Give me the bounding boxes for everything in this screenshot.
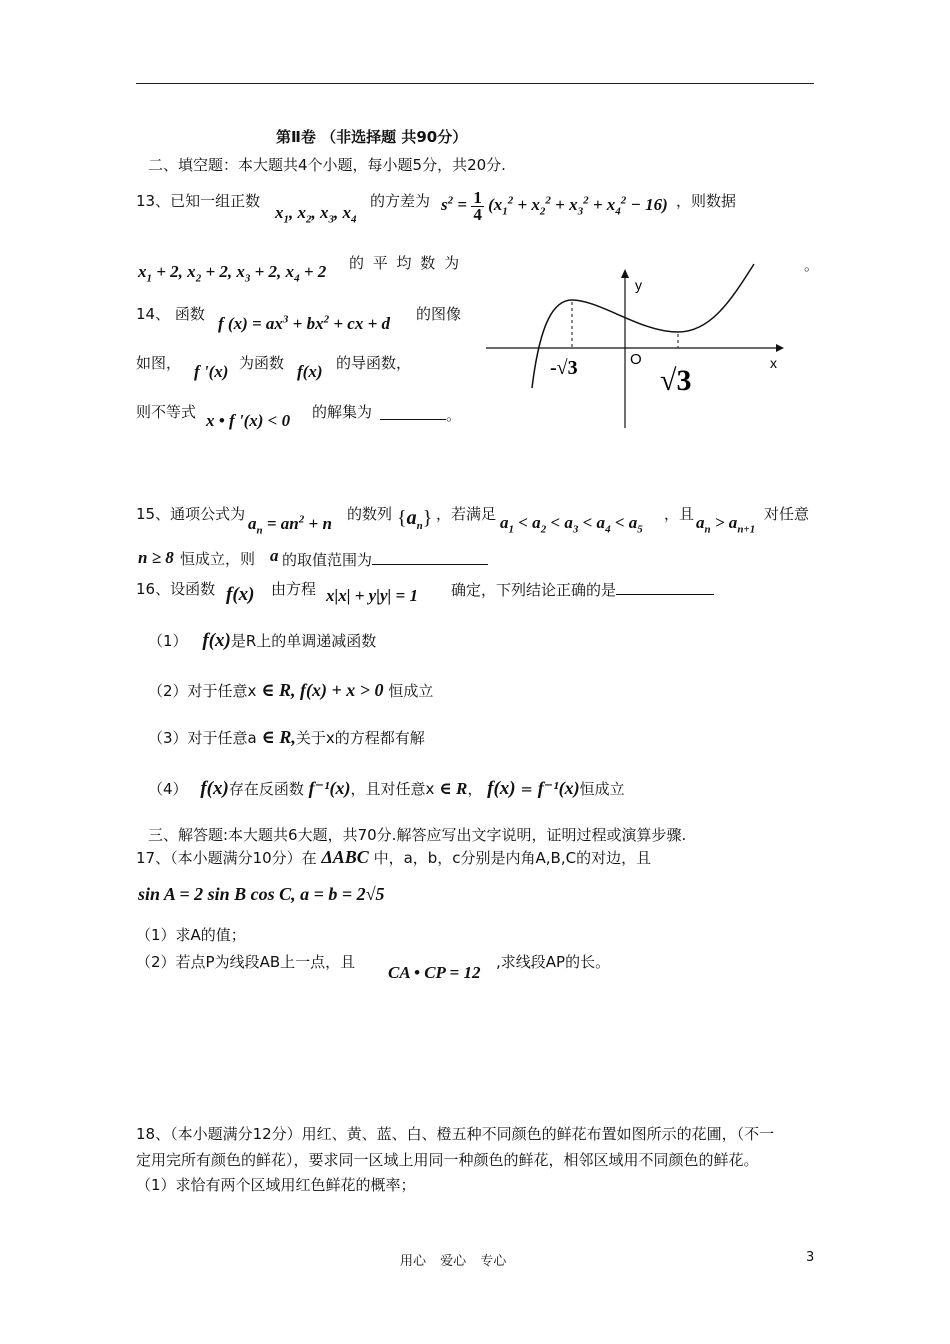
q15-text-4: ，且	[664, 505, 695, 523]
q13-text-4: 的 平 均 数 为	[349, 254, 462, 272]
q16-item-1-text: 是R上的单调递减函数	[230, 632, 377, 650]
q17-line-1	[136, 847, 651, 868]
q14-end: 。	[446, 406, 462, 424]
q15-text-6: 恒成立，则	[180, 550, 256, 568]
q14-derivative: f '(x)	[194, 362, 229, 381]
q18-line-3: （1）求恰有两个区域用红色鲜花的概率；	[136, 1176, 416, 1194]
q16-item-4-num: （4）	[148, 780, 188, 798]
q16-item-2-text: 对于任意x	[187, 682, 257, 700]
q13-vars: $x_1$, $x_2$, $x_3$, $x_4$	[275, 203, 357, 226]
q15-answer[interactable]	[282, 548, 488, 570]
q15-n-ge-8: n ≥ 8	[138, 548, 174, 567]
q16-item-2	[148, 680, 433, 701]
y-label: y	[635, 277, 642, 293]
q16-item-4-text2: ，且对任意x	[350, 780, 435, 798]
q14-answer-blank[interactable]	[380, 401, 461, 425]
q14-inequality: x • f '(x) < 0	[206, 411, 291, 430]
x-axis-arrow	[776, 344, 784, 352]
q17-triangle: ΔABC	[321, 847, 369, 867]
q14-text-7: 的解集为	[312, 403, 373, 421]
q14-text-5: 的导函数，	[336, 354, 412, 372]
q16-item-1-math: f(x)	[202, 630, 231, 651]
q15-text-1: 15、通项公式为	[136, 505, 246, 523]
q18-line-2: 定用完所有颜色的鲜花），要求同一区域上用同一种颜色的鲜花，相邻区域用不同颜色的鲜花。	[136, 1151, 759, 1169]
q15-condition-2: $a_n > a_{n+1}$	[696, 513, 756, 536]
page-number: 3	[806, 1250, 815, 1265]
section-title: 第Ⅱ卷 （非选择题 共90分）	[276, 128, 468, 146]
q15-formula: $a_n = an^2 + n$	[248, 513, 332, 537]
q15-text-5: 对任意	[764, 505, 810, 523]
q16-item-2-num: （2）	[148, 682, 188, 700]
q17-sub-2a: （2）若点P为线段AB上一点，且	[136, 953, 356, 971]
origin-label: O	[630, 351, 642, 368]
q16-item-4-fx: f(x)	[487, 778, 516, 799]
q14-text-1: 14、 函数	[136, 305, 205, 323]
q15-text-2: 的数列	[347, 505, 393, 523]
fill-in-heading: 二、填空题：本大题共4个小题，每小题5分，共20分.	[148, 156, 506, 174]
q16-item-4-text: 存在反函数	[228, 780, 304, 798]
q16-item-4-text4: 恒成立	[579, 780, 625, 798]
q13-text-1: 13、已知一组正数	[136, 192, 261, 210]
q16-item-4-equals: =	[520, 780, 533, 798]
q16-item-1-num: （1）	[148, 632, 188, 650]
q16-item-3	[148, 727, 425, 748]
q17-text-1: 17、（本小题满分10分）在	[136, 849, 317, 867]
q16-item-2-text2: 恒成立	[388, 682, 434, 700]
q14-text-2: 的图像	[416, 305, 462, 323]
q16-answer[interactable]	[451, 578, 714, 600]
q16-text-3: 确定，下列结论正确的是	[451, 581, 617, 599]
q13-end: 。	[804, 256, 820, 274]
q14-text-6: 则不等式	[136, 403, 197, 421]
footer-motto: 用心 爱心 专心	[400, 1254, 507, 1269]
q14-text-3: 如图，	[136, 354, 182, 372]
q17-sub-1: （1）求A的值；	[136, 926, 246, 944]
q15-condition: $a_1 < a_2 < a_3 < a_4 < a_5$	[500, 513, 643, 536]
q16-item-1	[148, 630, 376, 652]
q16-item-4	[148, 778, 625, 800]
x-label: x	[770, 355, 777, 371]
q15-blank[interactable]	[372, 548, 488, 565]
q16-item-3-text: 对于任意a	[187, 729, 257, 747]
cubic-graph	[480, 262, 790, 432]
y-axis-arrow	[621, 269, 629, 278]
q13-text-3: ，则数据	[676, 192, 737, 210]
q16-item-3-math: ∈ R,	[261, 727, 296, 747]
q17-sub-2b: ,求线段AP的长。	[496, 953, 611, 971]
q16-item-4-inverse-2: f⁻¹(x)	[537, 778, 580, 798]
q15-a: a	[270, 546, 279, 565]
q13-text-2: 的方差为	[370, 192, 431, 210]
q16-item-2-math: ∈ R, f(x) + x > 0	[261, 680, 384, 700]
q16-item-4-comma: ，	[467, 780, 483, 798]
q14-text-4: 为函数	[239, 354, 285, 372]
q14-fx: f(x)	[297, 362, 323, 381]
q17-text-2: 中，a，b，c分别是内角A,B,C的对边，且	[373, 849, 652, 867]
q16-text-2: 由方程	[271, 580, 317, 598]
q16-item-3-num: （3）	[148, 729, 188, 747]
pos-sqrt3-label: √3	[660, 364, 692, 397]
q18-line-1: 18、（本小题满分12分）用红、黄、蓝、白、橙五种不同颜色的鲜花布置如图所示的花圃，（不一	[136, 1125, 775, 1143]
neg-sqrt3-label: -√3	[550, 357, 578, 379]
q15-text-3: ，若满足	[436, 505, 497, 523]
q16-item-4-math: f(x)	[200, 778, 229, 799]
q16-item-4-inverse: f⁻¹(x)	[308, 778, 351, 798]
q16-equation: x|x| + y|y| = 1	[326, 586, 418, 605]
q16-item-4-in-r: ∈ R	[439, 779, 468, 798]
q16-blank[interactable]	[616, 578, 714, 595]
q13-data: $x_1 + 2$, $x_2 + 2$, $x_3 + 2$, $x_4 + 2$	[138, 262, 327, 285]
q15-text-7: 的取值范围为	[282, 551, 373, 569]
solve-heading: 三、解答题:本大题共6大题，共70分.解答应写出文字说明，证明过程或演算步骤.	[148, 826, 687, 844]
q13-variance-formula: $s^2 = 1$ 4 $(x_1^2 + x_2^2 + x_3^2 + x_4^2 - 16)$	[441, 188, 668, 224]
q16-item-3-text2: 关于x的方程都有解	[295, 729, 425, 747]
q17-vector: CA • CP = 12	[388, 963, 481, 982]
header-rule	[136, 83, 814, 84]
q14-function: f $(x) = ax^3 + bx^2$ + cx + d	[218, 313, 391, 333]
q15-sequence: $\{a_n\}$	[397, 507, 433, 532]
q16-text-1: 16、设函数	[136, 580, 216, 598]
q16-fx: f(x)	[226, 584, 255, 605]
q17-formula: sin A = 2 sin B cos C, a = b = 2√5	[138, 884, 385, 904]
